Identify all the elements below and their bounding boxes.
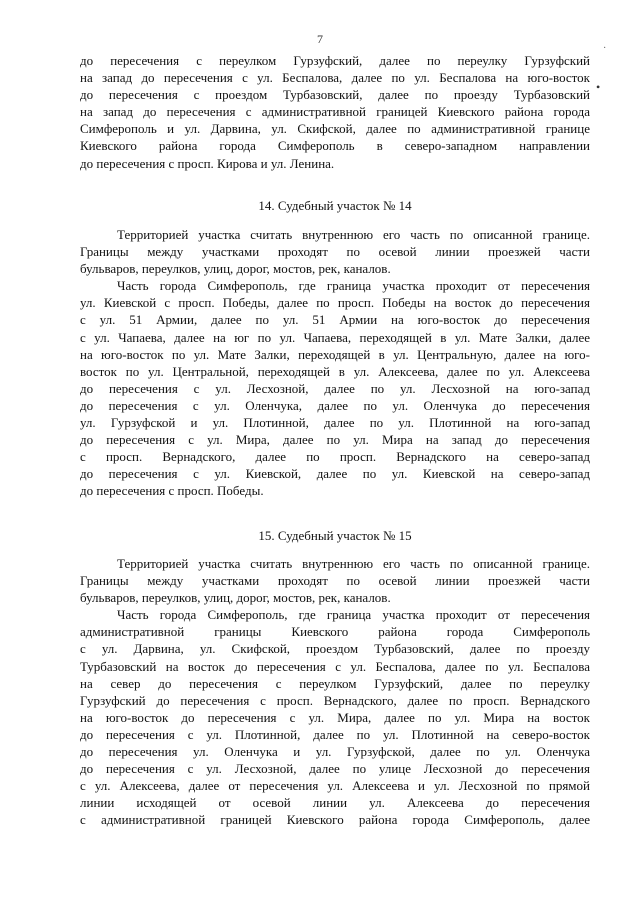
text-line: до пересечения с ул. Лесхозной, далее по ул. Лесхозной на юго-запад [80, 380, 590, 396]
section-heading-15: 15. Судебный участок № 15 [258, 528, 412, 543]
text-line: восток по ул. Центральной, переходящей в ул. Алексеева, далее по ул. Алексеева [80, 363, 590, 379]
text-line: на запад до пересечения с административной границей Киевского района города [80, 104, 590, 120]
text-line: на юго-восток по ул. Мате Залки, переходящей в ул. Центральную, далее на юго- [80, 346, 590, 362]
text-line: с административной границей Киевского района города Симферополь, далее [80, 812, 590, 828]
section-14-body [80, 226, 590, 500]
text-line: с ул. Чапаева, далее на юг по ул. Чапаева, переходящей в ул. Мате Залки, далее [80, 329, 590, 345]
text-line: Границы между участками проходят по осевой линии проезжей части [80, 573, 590, 589]
text-line: ул. Киевской с просп. Победы, далее по просп. Победы на восток до пересечения [80, 295, 590, 311]
text-line: до пересечения с ул. Мира, далее по ул. Мира на запад до пересечения [80, 432, 590, 448]
text-line: до пересечения с проездом Турбазовский, далее по проезду Турбазовский [80, 87, 590, 103]
text-line: до пересечения с ул. Киевской, далее по ул. Киевской на северо-запад [80, 466, 590, 482]
text-line: до пересечения ул. Оленчука и ул. Гурзуфской, далее по ул. Оленчука [80, 744, 590, 760]
text-line: на север до пересечения с переулком Гурзуфский, далее по переулку [80, 675, 590, 691]
text-line: линии исходящей от осевой линии ул. Алексеева до пересечения [80, 795, 590, 811]
text-line: Часть города Симферополь, где граница участка проходит от пересечения [117, 278, 590, 294]
text-line: до пересечения с просп. Кирова и ул. Ленина. [80, 155, 335, 171]
margin-dot: · [603, 43, 607, 54]
text-line: с ул. Дарвина, ул. Скифской, проездом Турбазовский, далее по проезду [80, 641, 590, 657]
page-number: 7 [317, 32, 323, 46]
section-heading-14: 14. Судебный участок № 14 [258, 198, 412, 213]
text-line: Турбазовский на восток до пересечения с ул. Беспалова, далее по ул. Беспалова [80, 658, 590, 674]
text-line: до пересечения с переулком Гурзуфский, далее по переулку Гурзуфский [80, 53, 590, 68]
text-line: Часть города Симферополь, где граница участка проходит от пересечения [117, 607, 590, 623]
text-line: на юго-восток до пересечения с ул. Мира, далее по ул. Мира на восток [80, 709, 590, 725]
text-line: до пересечения с ул. Плотинной, далее по ул. Плотинной на северо-восток [80, 726, 590, 742]
text-line: Гурзуфский до пересечения с просп. Вернадского, далее по просп. Вернадского [80, 692, 590, 708]
text-line: на запад до пересечения с ул. Беспалова, далее по ул. Беспалова на юго-восток [80, 70, 590, 86]
section-15-body [80, 555, 590, 829]
text-line: Территорией участка считать внутреннюю его часть по описанной границе. [117, 556, 590, 571]
side-mark: • [596, 80, 601, 94]
text-line: Киевского района города Симферополь в северо-западном направлении [80, 138, 590, 154]
text-line: до пересечения с ул. Оленчука, далее по ул. Оленчука до пересечения [80, 397, 590, 413]
text-line: бульваров, переулков, улиц, дорог, мостов, рек, каналов. [80, 261, 391, 277]
paragraph-continuation [80, 52, 590, 172]
text-line: административной границы Киевского района города Симферополь [80, 624, 590, 640]
text-line: Границы между участками проходят по осевой линии проезжей части [80, 244, 590, 260]
text-line: ул. Гурзуфской и ул. Плотинной, далее по ул. Плотинной на юго-запад [80, 415, 590, 431]
text-line: до пересечения с ул. Лесхозной, далее по улице Лесхозной до пересечения [80, 761, 590, 777]
text-line: с просп. Вернадского, далее по просп. Вернадского на северо-запад [80, 449, 590, 465]
text-line: Симферополь и ул. Дарвина, ул. Скифской, далее по административной границе [80, 121, 590, 137]
text-line: Территорией участка считать внутреннюю его часть по описанной границе. [117, 227, 590, 242]
text-line: до пересечения с просп. Победы. [80, 483, 264, 499]
text-line: с ул. Алексеева, далее от пересечения ул. Алексеева и ул. Лесхозной по прямой [80, 778, 590, 794]
text-line: с ул. 51 Армии, далее по ул. 51 Армии на юго-восток до пересечения [80, 312, 590, 328]
text-line: бульваров, переулков, улиц, дорог, мостов, рек, каналов. [80, 590, 391, 606]
